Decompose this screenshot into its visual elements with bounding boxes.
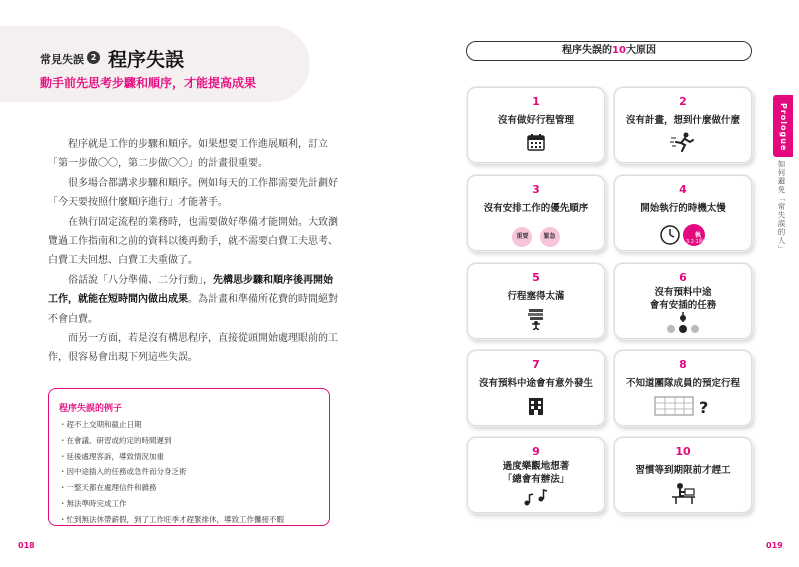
examples-list — [59, 417, 284, 528]
svg-text:?: ? — [699, 398, 709, 417]
countdown-label: 3·2·1開 — [686, 239, 704, 245]
chapter-caption: 如何避免「常失誤的人」 — [777, 160, 786, 254]
emphasis-text: 先構思步驟和順序後再開始工作，就能在短時間內做出成果 — [48, 274, 333, 306]
list-item: ・ 一整天都在處理信件和雜務 — [59, 480, 284, 496]
reason-card-7: 7 沒有預料中途會有意外發生 — [467, 350, 605, 426]
reason-card-3: 3 沒有安排工作的優先順序 重要 緊急 — [467, 175, 605, 251]
examples-box — [48, 388, 330, 526]
paragraph-5: 而另一方面，若是沒有構思程序，直接從頭開始處理眼前的工作，很容易會出現下列這些失誤。 — [48, 333, 338, 364]
reason-card-10: 10 習慣等到期限前才趕工 — [614, 437, 752, 513]
reason-card-6: 6 沒有預料中途 會有安插的任務 — [614, 263, 752, 339]
section-tag: 常見失誤 — [40, 53, 84, 66]
reason-card-4: 4 開始執行的時機太慢 執 3·2·1開 — [614, 175, 752, 251]
reason-card-2: 2 沒有計畫，想到什麼做什麼 — [614, 87, 752, 163]
calendar-icon — [468, 132, 604, 154]
section-number: 2 — [87, 51, 100, 64]
desk-worker-icon — [615, 482, 751, 504]
list-item: ・ 趕不上交期和截止日期 — [59, 417, 284, 433]
reason-card-9: 9 過度樂觀地想著 「總會有辦法」 — [467, 437, 605, 513]
reason-card-5: 5 行程塞得太滿 — [467, 263, 605, 339]
clock-icon — [615, 223, 751, 245]
prologue-tab: Prologue — [773, 95, 793, 157]
building-icon — [468, 395, 604, 417]
schedule-table-question-icon — [615, 395, 751, 417]
paragraph-3: 在執行固定流程的業務時，也需要做好準備才能開始。大致瀏覽過工作指南和之前的資料以後再動手，就不需要白費工夫思考、白費工夫回想、白費工夫重做了。 — [48, 216, 338, 267]
paragraph-4: 俗話說「八分準備、二分行動」，先構思步驟和順序後再開始工作，就能在短時間內做出成果。為計畫和準備所花費的時間絕對不會白費。 — [48, 274, 338, 325]
list-item: ・ 因中途插入的任務或急件而分身乏術 — [59, 464, 284, 480]
list-item: ・ 忙到無法休帶薪假，到了工作旺季才趕緊排休，導致工作攤接不暇 — [59, 512, 284, 528]
urgent-badge: 緊急 — [540, 227, 560, 247]
page-title: 程序失誤 — [108, 49, 185, 71]
examples-title: 程序失誤的例子 — [59, 404, 123, 414]
important-badge: 重要 — [512, 227, 532, 247]
paragraph-2: 很多場合都講求步驟和順序。例如每天的工作都需要先計劃好「今天要按照什麼順序進行」才能著手。 — [48, 177, 338, 209]
start-badge-label: 執 — [695, 232, 702, 239]
priority-badges-icon — [468, 223, 604, 245]
list-item: ・ 延後處理客訴，導致情況加重 — [59, 449, 284, 465]
music-notes-icon — [468, 488, 604, 510]
page-subtitle: 動手前先思考步驟和順序，才能提高成果 — [40, 76, 257, 90]
reason-card-8: 8 不知道團隊成員的預定行程 ? — [614, 350, 752, 426]
reasons-header: 程序失誤的10大原因 — [466, 41, 752, 61]
list-item: ・ 無法準時完成工作 — [59, 496, 284, 512]
page-number-right: 019 — [766, 541, 783, 550]
reason-card-1: 1 沒有做好行程管理 — [467, 87, 605, 163]
overloaded-person-icon — [468, 308, 604, 330]
list-item: ・ 在會議、研習或約定的時間遲到 — [59, 433, 284, 449]
paragraph-1: 程序就是工作的步驟和順序。如果想要工作進展順利，訂立「第一步做〇〇，第二步做〇〇」的計畫很重要。 — [48, 139, 328, 170]
timeline-insert-icon — [615, 312, 751, 334]
page-number-left: 018 — [18, 541, 35, 550]
body-text — [48, 135, 338, 368]
running-person-icon — [615, 132, 751, 154]
